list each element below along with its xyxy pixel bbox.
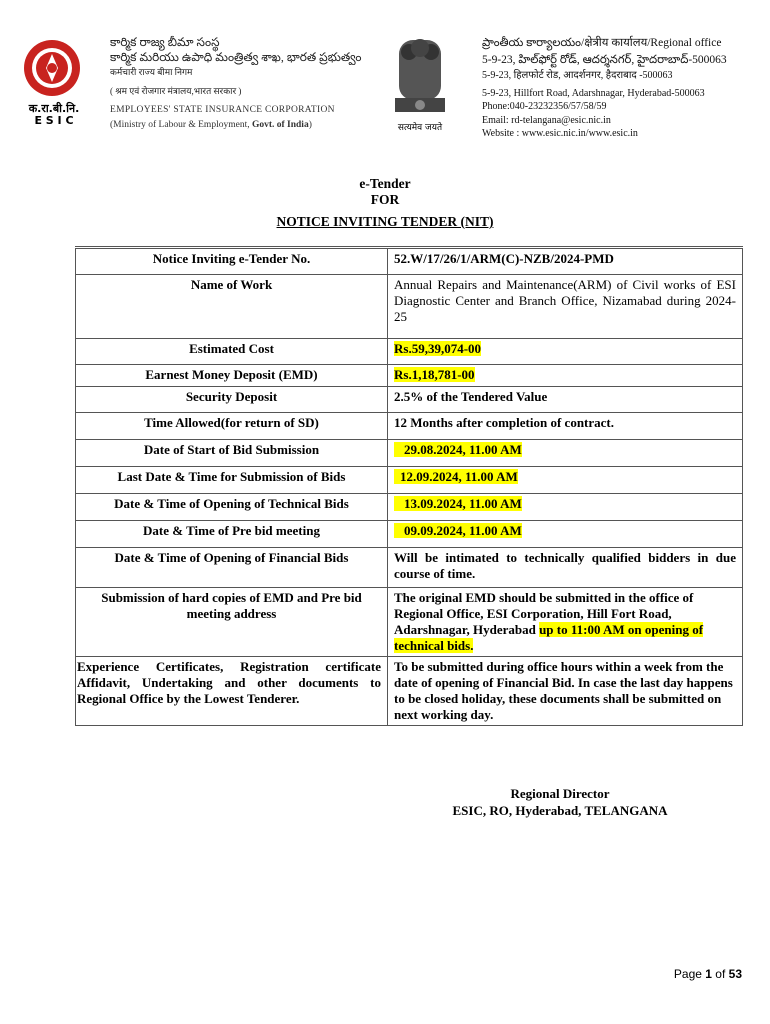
row-label: Estimated Cost [76, 339, 388, 365]
svg-text:सत्यमेव जयते: सत्यमेव जयते [397, 123, 443, 133]
website: Website : www.esic.nic.in/www.esic.in [482, 128, 638, 139]
table-row [76, 387, 743, 413]
row-label: Name of Work [76, 275, 388, 339]
title-nit: NOTICE INVITING TENDER (NIT) [276, 214, 494, 229]
table-row [76, 494, 743, 521]
row-value: 29.08.2024, 11.00 AM [388, 440, 743, 467]
table-row [76, 413, 743, 440]
esic-logo [22, 38, 82, 98]
row-label: Time Allowed(for return of SD) [76, 413, 388, 440]
row-value: 52.W/17/26/1/ARM(C)-NZB/2024-PMD [388, 248, 743, 275]
row-label: Date & Time of Opening of Technical Bids [76, 494, 388, 521]
header-right-block [482, 35, 727, 141]
row-label: Notice Inviting e-Tender No. [76, 248, 388, 275]
email: Email: rd-telangana@esic.nic.in [482, 114, 611, 126]
ministry-hindi: ( श्रम एवं रोजगार मंत्रालय,भारत सरकार ) [110, 86, 242, 96]
row-label: Last Date & Time for Submission of Bids [76, 467, 388, 494]
org-name-hindi: कर्मचारी राज्य बीमा निगम [110, 67, 193, 77]
row-value: 12.09.2024, 11.00 AM [388, 467, 743, 494]
table-row [76, 365, 743, 387]
table-row [76, 275, 743, 339]
row-label: Experience Certificates, Registration certificate Affidavit, Undertaking and other documents to Regional Office by the Lowest Tenderer. [76, 657, 388, 726]
row-value: Will be intimated to technically qualified bidders in due course of time. [388, 548, 743, 588]
national-emblem [385, 32, 455, 137]
row-label: Date & Time of Pre bid meeting [76, 521, 388, 548]
row-label: Date & Time of Opening of Financial Bids [76, 548, 388, 588]
row-value: Annual Repairs and Maintenance(ARM) of Civil works of ESI Diagnostic Center and Branch Office, Nizamabad during 2024-25 [388, 275, 743, 339]
phone: Phone:040-23232356/57/58/59 [482, 101, 607, 112]
header-left-block [110, 35, 361, 133]
address-hindi: 5-9-23, हिलफोर्ट रोड, आदर्शनगर, हैदराबाद -500063 [482, 70, 673, 81]
table-row [76, 548, 743, 588]
signature-office: ESIC, RO, Hyderabad, TELANGANA [452, 803, 668, 818]
row-value: Rs.1,18,781-00 [388, 365, 743, 387]
nit-table [75, 246, 743, 726]
row-value: The original EMD should be submitted in the office of Regional Office, ESI Corporation, Hill Fort Road, Adarshnagar, Hyderabad up to 11:00 AM on opening of technical bids. [388, 588, 743, 657]
row-value: 2.5% of the Tendered Value [388, 387, 743, 413]
table-row [76, 467, 743, 494]
ministry-telugu: కార్మిక మరియు ఉపాధి మంత్రిత్వ శాఖ, భారత ప్రభుత్వం [110, 50, 362, 64]
address-english: 5-9-23, Hillfort Road, Adarshnagar, Hyderabad-500063 [482, 87, 705, 99]
row-label: Earnest Money Deposit (EMD) [76, 365, 388, 387]
ministry-english: (Ministry of Labour & Employment, Govt. of India) [110, 120, 312, 130]
table-row [76, 248, 743, 275]
address-telugu: 5-9-23, హిల్‌ఫోర్ట్ రోడ్, ఆదర్శనగర్, హైదరాబాద్-500063 [482, 54, 727, 66]
table-row [76, 339, 743, 365]
row-value: 09.09.2024, 11.00 AM [388, 521, 743, 548]
table-row [76, 588, 743, 657]
org-name-telugu: కార్మిక రాజ్య బీమా సంస్థ [110, 35, 220, 49]
page-number: Page 1 of 53 [673, 967, 742, 981]
row-value: Rs.59,39,074-00 [388, 339, 743, 365]
title-for: FOR [370, 192, 400, 207]
title-etender: e-Tender [359, 176, 411, 191]
table-row [76, 657, 743, 726]
row-label: Date of Start of Bid Submission [76, 440, 388, 467]
table-row [76, 440, 743, 467]
row-value: 13.09.2024, 11.00 AM [388, 494, 743, 521]
row-label: Security Deposit [76, 387, 388, 413]
signature-title: Regional Director [510, 786, 610, 801]
regional-office-label: ప్రాంతీయ కార్యాలయం/क्षेत्रीय कार्यालय/Regional office [482, 37, 722, 49]
org-name-english: EMPLOYEES' STATE INSURANCE CORPORATION [110, 105, 335, 115]
row-value: 12 Months after completion of contract. [388, 413, 743, 440]
row-label: Submission of hard copies of EMD and Pre bid meeting address [76, 588, 388, 657]
row-value: To be submitted during office hours within a week from the date of opening of Financial Bid. In case the last day happens to be closed holiday, these documents shall be submitted on next working day. [388, 657, 743, 726]
table-row [76, 521, 743, 548]
logo-caption: क.रा.बी.नि. E S I C [28, 102, 80, 127]
